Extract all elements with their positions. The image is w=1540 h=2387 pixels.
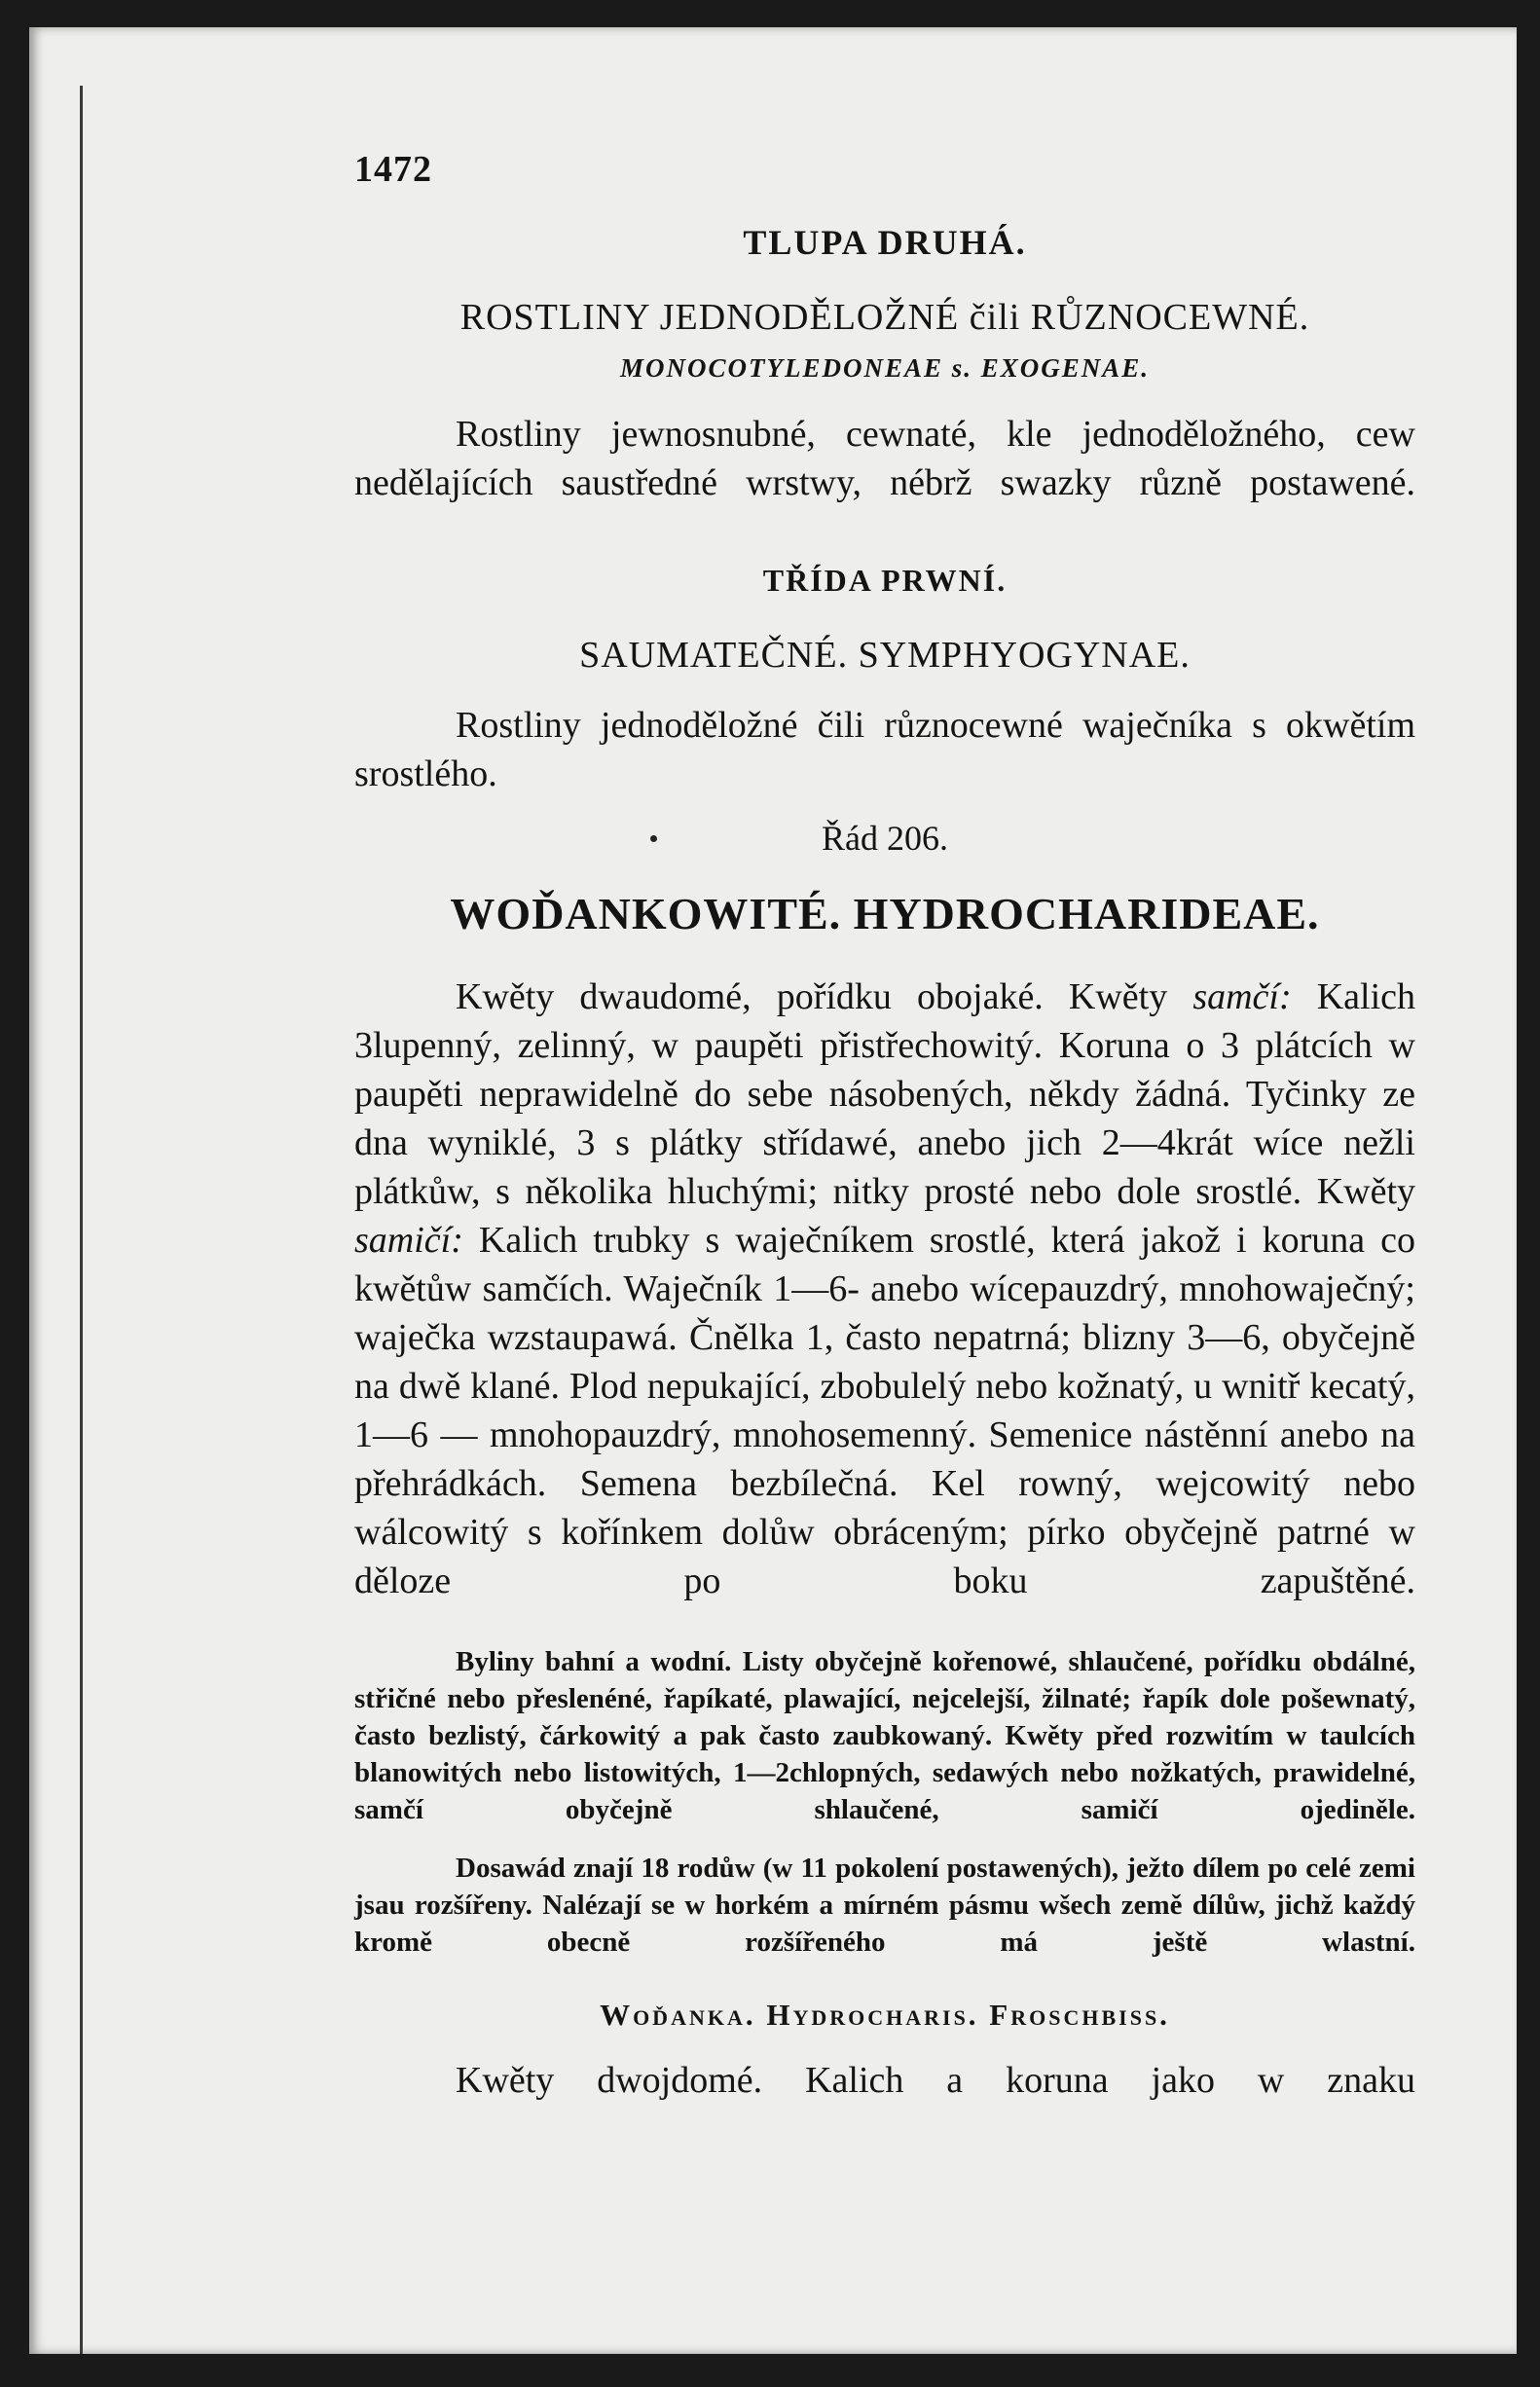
distribution-paragraph-text: Dosawád znají 18 rodůw (w 11 pokolení postawených), ježto dílem po celé zemi jsau rozšířeny. Nalézají se w horkém a mírném pásmu wšech země dílůw, jichž každý kromě obecně rozšířeného má ještě wlastní. (354, 1853, 1415, 1958)
latin-subheading: MONOCOTYLEDONEAE s. EXOGENAE. (619, 353, 1151, 383)
family-description (354, 973, 1415, 1605)
class1-description (354, 701, 1415, 798)
male-label: samčí: (1192, 976, 1292, 1017)
class1-title: TŘÍDA PRWNÍ. (762, 563, 1008, 598)
class1-description-text: Rostliny jednoděložné čili různocewné waječníka s okwětím srostlého. (354, 705, 1415, 794)
class1-name: SAUMATEČNÉ. SYMPHYOGYNAE. (579, 635, 1191, 676)
habit-paragraph (354, 1643, 1415, 1828)
order-number: Řád 206. (822, 819, 948, 858)
family-description-part3: Kalich trubky s waječníkem srostlé, která jakož i koruna co kwětůw samčích. Waječník 1—6- anebo wícepauzdrý, mnohowaječný; waječka wzstaupawá. Čnělka 1, často nepatrná; blizny 3—6, obyčejně na dwě klané. Plod nepukající, zbobulelý nebo kožnatý, u wnitř kecatý, 1—6 — mnohopauzdrý, mnohosemenný. Semenice nástěnní anebo na přehrádkách. Semena bezbílečná. Kel rowný, wejcowitý nebo wálcowitý s kořínkem dolůw obráceným; pírko obyčejně patrné w děloze po boku zapuštěné. (354, 1220, 1416, 1601)
family-description-part1: Kwěty dwaudomé, pořídku obojaké. Kwěty (456, 976, 1168, 1017)
page-number: 1472 (354, 149, 432, 190)
habit-paragraph-text: Byliny bahní a wodní. Listy obyčejně kořenowé, shlaučené, pořídku obdálné, střičné nebo přeslenéné, řapíkaté, plawající, nejcelejší, žilnaté; řapík dole pošewnatý, často bezlistý, čárkowitý a pak často zaubkowaný. Kwěty před rozwitím w taulcích blanowitých nebo listowitých, 1—2chlopných, sedawých nebo nožkatých, prawidelné, samčí obyčejně shlaučené, samičí ojediněle. (354, 1646, 1415, 1825)
female-label: samičí: (354, 1220, 463, 1261)
intro-paragraph-text: Rostliny jewnosnubné, cewnaté, kle jednoděložného, cew nedělajících saustředné wrstwy, nébrž swazky různě postawené. (354, 414, 1415, 503)
intro-paragraph (354, 410, 1415, 507)
genus-heading: Woďanka. Hydrocharis. Froschbiss. (600, 1998, 1170, 2032)
distribution-paragraph (354, 1850, 1415, 1961)
family-name: WOĎANKOWITÉ. HYDROCHARIDEAE. (450, 889, 1320, 938)
group-title: TLUPA DRUHÁ. (743, 223, 1027, 262)
binding-shadow (80, 86, 83, 2354)
family-description-part2: Kalich 3lupenný, zelinný, w paupěti přistřechowitý. Koruna o 3 plátcích w paupěti neprawidelně do sebe násobených, někdy žádná. Tyčinky ze dna wyniklé, 3 s plátky střídawé, anebo jich 2—4krát wíce nežli plátkůw, s několika hluchými; nitky prosté nebo dole srostlé. Kwěty (354, 976, 1416, 1212)
genus-description (354, 2056, 1415, 2105)
genus-description-text: Kwěty dwojdomé. Kalich a koruna jako w znaku (456, 2060, 1415, 2101)
class-heading: ROSTLINY JEDNODĚLOŽNÉ čili RŮZNOCEWNÉ. (459, 297, 1310, 338)
